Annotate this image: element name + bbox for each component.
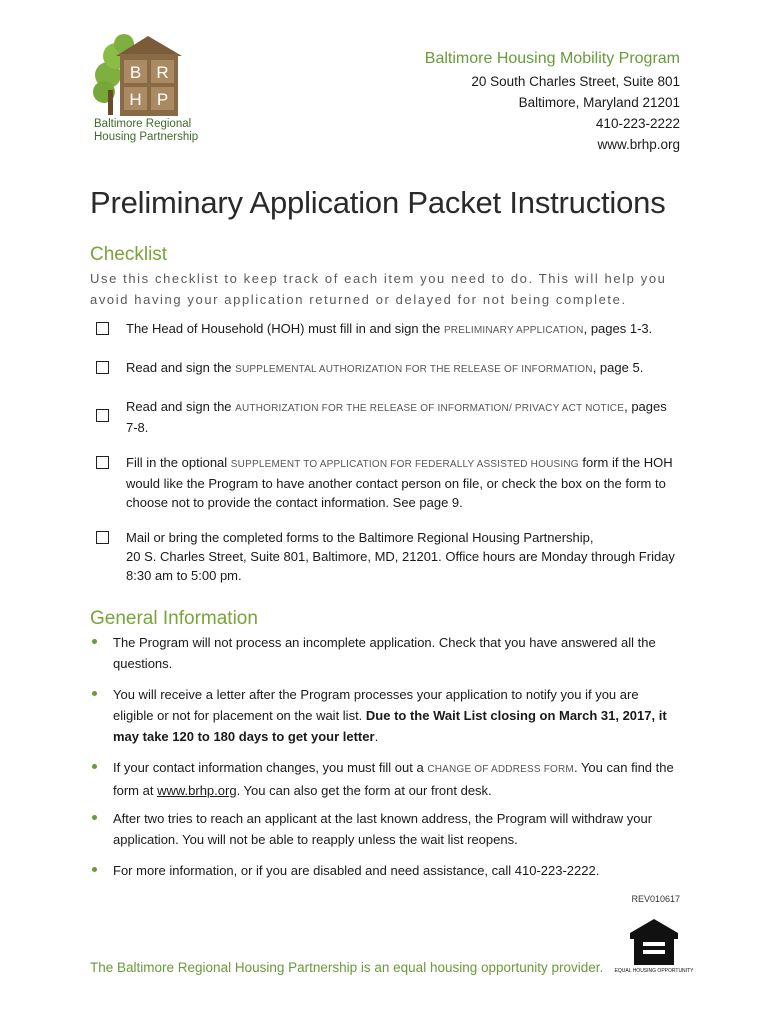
- address-line1: 20 South Charles Street, Suite 801: [471, 74, 680, 89]
- website: www.brhp.org: [597, 137, 680, 152]
- item-2-text: Read and sign the: [126, 360, 236, 375]
- checkbox-item-2[interactable]: [96, 361, 109, 374]
- item-1-text: The Head of Household (HOH) must fill in and sign the: [126, 321, 444, 336]
- bullet-dot: [92, 691, 97, 696]
- page-title: Preliminary Application Packet Instructions: [90, 185, 666, 220]
- item-2-pages: , page 5.: [592, 360, 644, 375]
- logo-caption-line1: Baltimore Regional: [94, 118, 192, 130]
- info-bullet-5: [92, 860, 682, 881]
- info-bullet-2: [92, 684, 682, 747]
- info-bullet-2-end: .: [374, 729, 379, 744]
- change-of-address-form-name: CHANGE OF ADDRESS FORM: [427, 764, 574, 775]
- item-4-detail: form if the HOH would like the Program to have another contact person on file, or check the box on the form to choose not to provide the contact information. See page 9.: [126, 455, 673, 510]
- logo-letter-h: H: [129, 90, 142, 109]
- info-bullet-4: [92, 808, 682, 850]
- logo-caption-line2: Housing Partnership: [94, 131, 199, 143]
- info-bullet-3-after: . You can also get the form at our front desk.: [236, 783, 492, 798]
- checklist-item-5: [96, 528, 681, 585]
- eho-text: EQUAL HOUSING OPPORTUNITY: [614, 968, 694, 974]
- checklist-item-4: [96, 453, 681, 512]
- general-info-heading: General Information: [90, 608, 258, 629]
- info-bullet-4-text: After two tries to reach an applicant at the last known address, the Program will withdraw your application. You will not be able to reapply unless the wait list reopens.: [113, 811, 653, 847]
- item-3-text: Read and sign the: [126, 399, 236, 414]
- item-1-pages: , pages 1-3.: [583, 321, 653, 336]
- checklist-heading: Checklist: [90, 244, 168, 265]
- item-1-form-name: PRELIMINARY APPLICATION: [443, 325, 584, 336]
- bullet-dot: [92, 815, 97, 820]
- equal-housing-icon: [614, 917, 694, 975]
- checkbox-item-1[interactable]: [96, 322, 109, 335]
- item-2-form-name: SUPPLEMENTAL AUTHORIZATION FOR THE RELEASE OF INFORMATION: [235, 364, 593, 375]
- info-bullet-3-text: If your contact information changes, you must fill out a: [113, 760, 428, 775]
- program-name: Baltimore Housing Mobility Program: [424, 50, 680, 67]
- logo-letter-r: R: [156, 63, 169, 82]
- phone-number: 410-223-2222: [595, 116, 680, 131]
- brhp-logo: [94, 30, 214, 150]
- equal-housing-logo: [614, 917, 694, 975]
- logo-letter-b: B: [129, 63, 142, 82]
- info-bullet-5-text: For more information, or if you are disabled and need assistance, call 410-223-2222.: [113, 863, 600, 878]
- brhp-website-link[interactable]: www.brhp.org: [157, 783, 237, 798]
- revision-code: REV010617: [631, 894, 680, 904]
- checkbox-item-5[interactable]: [96, 531, 109, 544]
- item-5-line1: Mail or bring the completed forms to the Baltimore Regional Housing Partnership,: [126, 530, 594, 545]
- header-address-block: [425, 48, 680, 155]
- address-line2: Baltimore, Maryland 21201: [518, 95, 680, 110]
- item-5-line2: 20 S. Charles Street, Suite 801, Baltimore, MD, 21201. Office hours are Monday through Friday 8:30 am to 5:00 pm.: [126, 549, 675, 583]
- checklist-item-1: [96, 319, 681, 340]
- checkbox-item-4[interactable]: [96, 456, 109, 469]
- bullet-dot: [92, 764, 97, 769]
- footer-statement: The Baltimore Regional Housing Partnership is an equal housing opportunity provider.: [90, 960, 604, 975]
- info-bullet-2-text: You will receive a letter after the Program processes your application to notify you if you are eligible or not for placement on the wait list.: [113, 687, 639, 723]
- house-tree-icon: [94, 30, 214, 120]
- info-bullet-3-mid: . You can find the form at: [113, 760, 674, 798]
- bullet-dot: [92, 639, 97, 644]
- logo-letter-p: P: [156, 90, 169, 109]
- checkbox-item-3[interactable]: [96, 409, 109, 422]
- item-3-form-name: AUTHORIZATION FOR THE RELEASE OF INFORMATION/ PRIVACY ACT NOTICE: [235, 403, 625, 414]
- item-4-text: Fill in the optional: [126, 455, 231, 470]
- bullet-dot: [92, 867, 97, 872]
- logo-caption: [94, 118, 224, 144]
- info-bullet-1-text: The Program will not process an incomplete application. Check that you have answered all the questions.: [113, 635, 656, 671]
- item-3-pages: , pages 7-8.: [126, 399, 667, 435]
- checklist-item-3: [96, 397, 681, 437]
- info-bullet-1: [92, 632, 682, 674]
- item-4-form-name: SUPPLEMENT TO APPLICATION FOR FEDERALLY ASSISTED HOUSING: [230, 459, 579, 470]
- checklist-intro: Use this checklist to keep track of each item you need to do. This will help you avoid having your application returned or delayed for not being complete.: [90, 271, 667, 307]
- wait-list-notice: Due to the Wait List closing on March 31, 2017, it may take 120 to 180 days to get your letter: [113, 708, 667, 744]
- info-bullet-3: [92, 757, 682, 801]
- checklist-item-2: [96, 358, 681, 379]
